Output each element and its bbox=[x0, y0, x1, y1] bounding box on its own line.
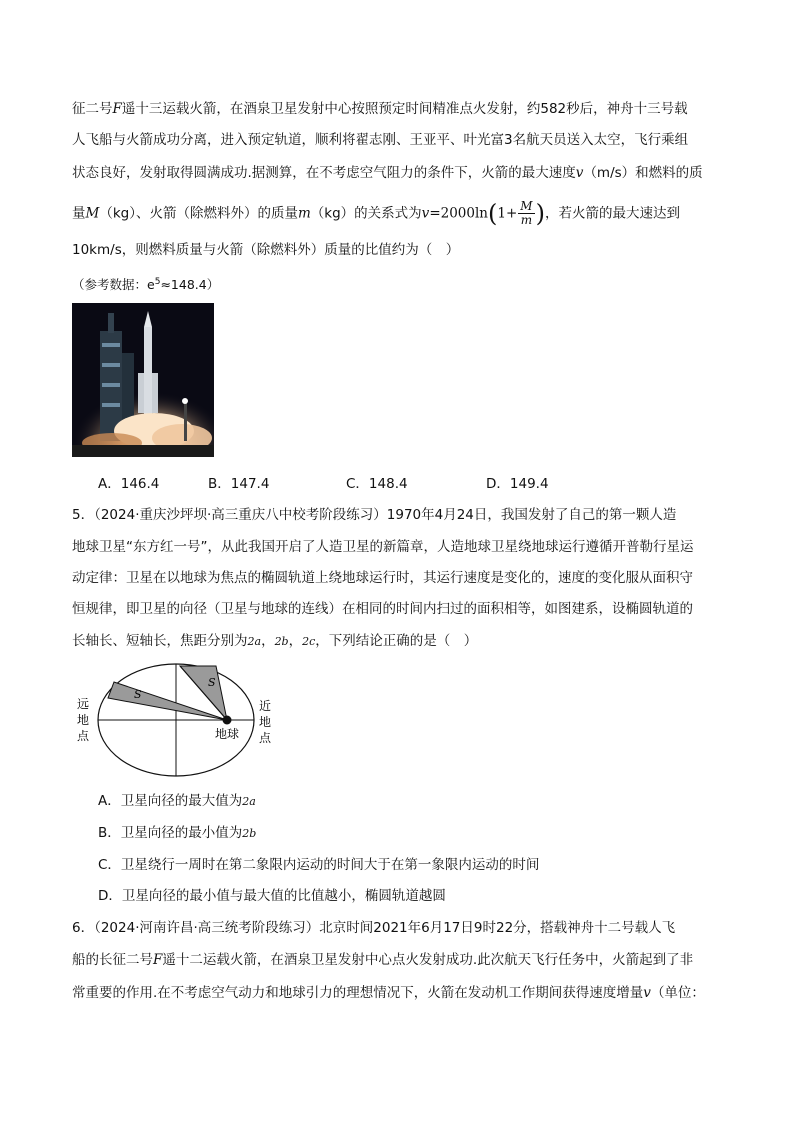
q5-line-1: 5．（2024·重庆沙坪坝·高三重庆八中校考阶段练习）1970年4月24日，我国发射了自己的第一颗人造 bbox=[72, 507, 677, 523]
q5-option-a[interactable]: A．卫星向径的最大值为2a bbox=[98, 793, 256, 809]
far-point-label-1: 远 bbox=[77, 697, 90, 711]
ellipse-orbit-diagram bbox=[72, 660, 282, 782]
q5-option-b[interactable]: B．卫星向径的最小值为2b bbox=[98, 825, 257, 841]
earth-focus-dot bbox=[223, 716, 232, 725]
q4-line-5: 10km/s，则燃料质量与火箭（除燃料外）质量的比值约为（ ） bbox=[72, 242, 460, 258]
q5-line-5: 长轴长、短轴长，焦距分别为2a，2b，2c，下列结论正确的是（ ） bbox=[72, 633, 478, 649]
q6-line-2: 船的长征二号F遥十二运载火箭，在酒泉卫星发射中心点火发射成功.此次航天飞行任务中，火箭起到了非 bbox=[72, 952, 694, 968]
q5-option-d[interactable]: D．卫星向径的最小值与最大值的比值越小，椭圆轨道越圆 bbox=[98, 888, 446, 904]
q4-option-c[interactable]: C．148.4 bbox=[346, 476, 408, 492]
rocket-launch-photo bbox=[72, 303, 214, 457]
q5-line-4: 恒规律，即卫星的向径（卫星与地球的连线）在相同的时间内扫过的面积相等，如图建系，设椭圆轨道的 bbox=[72, 601, 693, 617]
mass-ratio-fraction: $\frac{M}{m}$ bbox=[520, 199, 533, 227]
q6-line-3: 常重要的作用.在不考虑空气动力和地球引力的理想情况下，火箭在发动机工作期间获得速度增量v（单位： bbox=[72, 985, 705, 1001]
q4-line-2: 人飞船与火箭成功分离，进入预定轨道，顺利将翟志刚、王亚平、叶光富3名航天员送入太空，飞行乘组 bbox=[72, 132, 689, 148]
q5-line-2: 地球卫星“东方红一号”，从此我国开启了人造卫星的新篇章，人造地球卫星绕地球运行遵循开普勒行星运 bbox=[72, 539, 694, 555]
q5-line-3: 动定律：卫星在以地球为焦点的椭圆轨道上绕地球运行时，其运行速度是变化的，速度的变化服从面积守 bbox=[72, 570, 693, 586]
q6-line-1: 6．（2024·河南许昌·高三统考阶段练习）北京时间2021年6月17日9时22分，搭载神舟十二号载人飞 bbox=[72, 920, 676, 936]
earth-label: 地球 bbox=[215, 727, 240, 741]
q4-option-b[interactable]: B．147.4 bbox=[208, 476, 270, 492]
far-point-label-2: 地 bbox=[77, 713, 90, 727]
q4-line-1: 征二号F遥十三运载火箭，在酒泉卫星发射中心按照预定时间精准点火发射，约582秒后，神舟十三号载 bbox=[72, 101, 688, 117]
near-point-label-1: 近 bbox=[259, 699, 272, 713]
q4-option-a[interactable]: A．146.4 bbox=[98, 476, 160, 492]
near-point-label-2: 地 bbox=[259, 715, 272, 729]
near-point-label-3: 点 bbox=[259, 731, 272, 745]
q4-reference-data: （参考数据：$e^5\approx 148.4$） bbox=[72, 277, 220, 293]
area-label-s-left: S bbox=[134, 688, 142, 701]
q4-line-4: 量M（kg）、火箭（除燃料外）的质量m（kg）的关系式为v=2000ln(1+ $\frac{M}{m}$ )，若火箭的最大速达到 bbox=[72, 199, 680, 228]
q4-line-3: 状态良好，发射取得圆满成功.据测算，在不考虑空气阻力的条件下，火箭的最大速度v（m/s）和燃料的质 bbox=[72, 165, 703, 181]
q4-option-d[interactable]: D．149.4 bbox=[486, 476, 549, 492]
q5-option-c[interactable]: C．卫星绕行一周时在第二象限内运动的时间大于在第一象限内运动的时间 bbox=[98, 857, 540, 873]
far-point-label-3: 点 bbox=[77, 729, 90, 743]
area-label-s-right: S bbox=[208, 676, 216, 689]
